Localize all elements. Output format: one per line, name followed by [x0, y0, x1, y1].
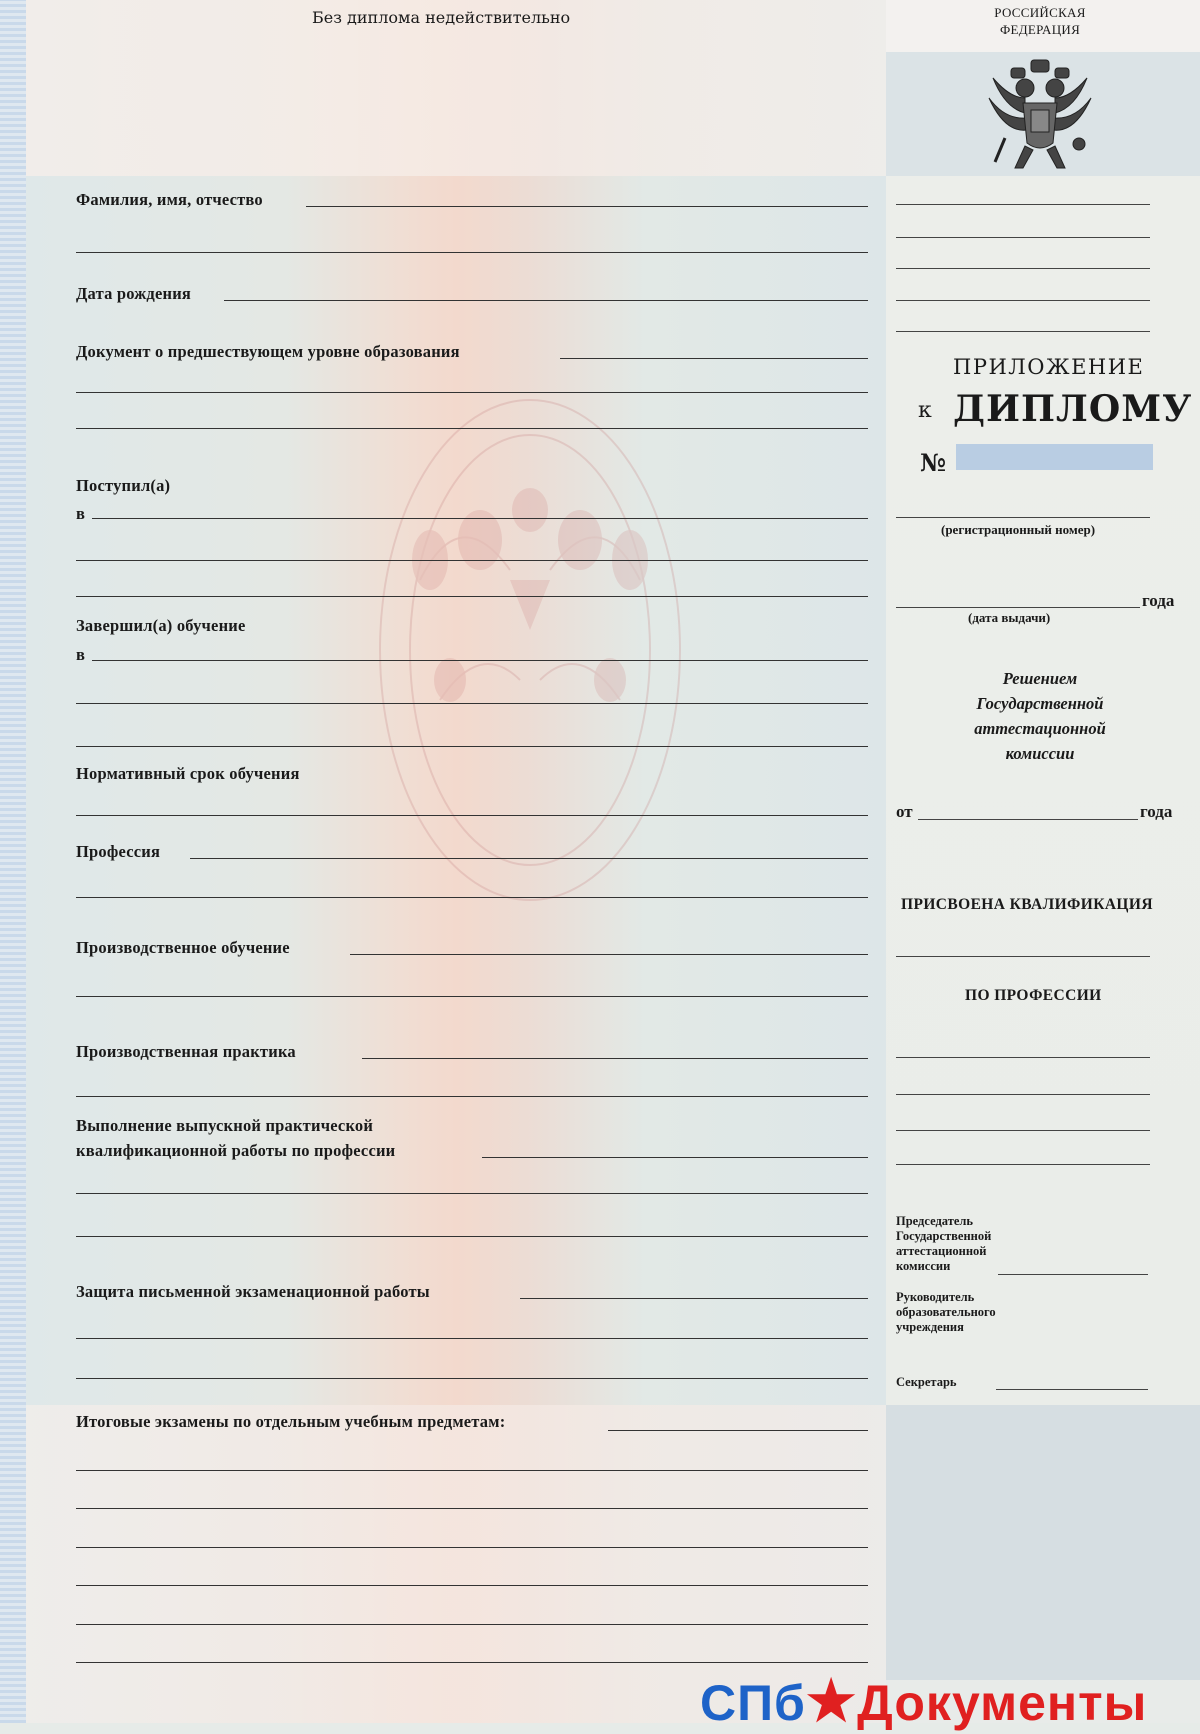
production-training-label: Производственное обучение — [76, 938, 290, 957]
right-line-2[interactable] — [896, 237, 1150, 238]
head-line-3: учреждения — [896, 1320, 964, 1334]
full-name-line[interactable] — [306, 206, 868, 207]
prior-education-line-2[interactable] — [76, 392, 868, 393]
completed-line-3[interactable] — [76, 746, 868, 747]
decision-date-line[interactable] — [918, 819, 1138, 820]
chairman-signature-line[interactable] — [998, 1274, 1148, 1275]
final-exams-line-7[interactable] — [76, 1662, 868, 1663]
final-exams-line-6[interactable] — [76, 1624, 868, 1625]
number-sign: № — [920, 448, 947, 477]
registration-number-line[interactable] — [896, 517, 1150, 518]
final-work-label-2: квалификационной работы по профессии — [76, 1141, 396, 1160]
final-exams-line[interactable] — [608, 1430, 868, 1431]
prior-education-line-3[interactable] — [76, 428, 868, 429]
completed-line-2[interactable] — [76, 703, 868, 704]
decision-line-1: Решением — [1002, 669, 1078, 688]
appendix-title: ПРИЛОЖЕНИЕ — [953, 355, 1145, 379]
completed-in-label: в — [76, 645, 86, 664]
chairman-line-1: Председатель — [896, 1214, 974, 1228]
birth-date-line[interactable] — [224, 300, 868, 301]
final-work-label-1: Выполнение выпускной практической — [76, 1116, 374, 1135]
production-training-line-2[interactable] — [76, 996, 868, 997]
head-line-2: образовательного — [896, 1305, 996, 1319]
secretary-signature-line[interactable] — [996, 1389, 1148, 1390]
country-line-1: РОССИЙСКАЯ — [994, 5, 1086, 20]
registration-caption: (регистрационный номер) — [941, 522, 1096, 537]
spb-documents-watermark — [700, 1668, 1147, 1734]
commission-decision — [950, 666, 1130, 766]
chairman-line-2: Государственной — [896, 1229, 992, 1243]
profession-line[interactable] — [190, 858, 868, 859]
validity-note: Без диплома недействительно — [312, 8, 571, 27]
issue-date-line[interactable] — [896, 607, 1140, 608]
profession-right-line-1[interactable] — [896, 1057, 1150, 1058]
profession-label: Профессия — [76, 842, 161, 861]
production-training-line[interactable] — [350, 954, 868, 955]
right-page-background — [886, 0, 1200, 1723]
registration-number-redacted — [956, 444, 1153, 470]
decision-line-2: Государственной — [976, 694, 1104, 713]
qualification-line[interactable] — [896, 956, 1150, 957]
enrolled-line-2[interactable] — [76, 560, 868, 561]
enrolled-line-3[interactable] — [76, 596, 868, 597]
profession-right-line-4[interactable] — [896, 1164, 1150, 1165]
enrolled-in-label: в — [76, 504, 86, 523]
coat-of-arms-icon — [985, 58, 1095, 174]
chairman-line-4: комиссии — [896, 1259, 951, 1273]
production-practice-line[interactable] — [362, 1058, 868, 1059]
country-label — [950, 4, 1130, 38]
prior-education-label: Документ о предшествующем уровне образования — [76, 342, 460, 361]
profession-line-2[interactable] — [76, 897, 868, 898]
decision-from: от — [896, 802, 913, 821]
country-line-2: ФЕДЕРАЦИЯ — [999, 22, 1081, 37]
profession-heading: ПО ПРОФЕССИИ — [965, 987, 1102, 1004]
written-exam-line[interactable] — [520, 1298, 868, 1299]
profession-right-line-2[interactable] — [896, 1094, 1150, 1095]
issue-date-caption: (дата выдачи) — [968, 610, 1051, 625]
brand-part-1: СПб — [700, 1675, 806, 1731]
decision-year-suffix: года — [1140, 802, 1173, 821]
star-icon: ★ — [805, 1669, 858, 1732]
chairman-line-3: аттестационной — [896, 1244, 987, 1258]
birth-date-label: Дата рождения — [76, 284, 192, 303]
right-line-1[interactable] — [896, 204, 1150, 205]
right-line-4[interactable] — [896, 300, 1150, 301]
standard-term-line[interactable] — [76, 815, 868, 816]
written-exam-line-3[interactable] — [76, 1378, 868, 1379]
enrolled-label: Поступил(а) — [76, 476, 171, 495]
qualification-heading: ПРИСВОЕНА КВАЛИФИКАЦИЯ — [901, 896, 1153, 913]
appendix-diploma: ДИПЛОМУ — [953, 388, 1193, 430]
completed-label: Завершил(а) обучение — [76, 616, 246, 635]
full-name-label: Фамилия, имя, отчество — [76, 190, 263, 209]
issue-year-suffix: года — [1142, 591, 1175, 610]
decision-line-3: аттестационной — [974, 719, 1106, 738]
final-work-line-3[interactable] — [76, 1236, 868, 1237]
secretary-label: Секретарь — [896, 1375, 957, 1389]
brand-part-2: Документы — [857, 1675, 1148, 1731]
enrolled-line[interactable] — [92, 518, 868, 519]
right-line-5[interactable] — [896, 331, 1150, 332]
completed-line[interactable] — [92, 660, 868, 661]
right-line-3[interactable] — [896, 268, 1150, 269]
head-line-1: Руководитель — [896, 1290, 975, 1304]
final-exams-line-5[interactable] — [76, 1585, 868, 1586]
prior-education-line[interactable] — [560, 358, 868, 359]
final-work-line-2[interactable] — [76, 1193, 868, 1194]
standard-term-label: Нормативный срок обучения — [76, 764, 300, 783]
written-exam-line-2[interactable] — [76, 1338, 868, 1339]
decision-line-4: комиссии — [1005, 744, 1075, 763]
head-label — [896, 1290, 996, 1335]
full-name-line-2[interactable] — [76, 252, 868, 253]
production-practice-label: Производственная практика — [76, 1042, 296, 1061]
production-practice-line-2[interactable] — [76, 1096, 868, 1097]
final-exams-label: Итоговые экзамены по отдельным учебным предметам: — [76, 1412, 506, 1431]
chairman-label — [896, 1214, 991, 1274]
written-exam-label: Защита письменной экзаменационной работы — [76, 1282, 430, 1301]
final-exams-line-2[interactable] — [76, 1470, 868, 1471]
final-work-line[interactable] — [482, 1157, 868, 1158]
profession-right-line-3[interactable] — [896, 1130, 1150, 1131]
eagle-watermark — [360, 380, 700, 920]
final-exams-line-4[interactable] — [76, 1547, 868, 1548]
appendix-k: к — [918, 398, 932, 423]
final-exams-line-3[interactable] — [76, 1508, 868, 1509]
page-edge — [0, 0, 26, 1723]
